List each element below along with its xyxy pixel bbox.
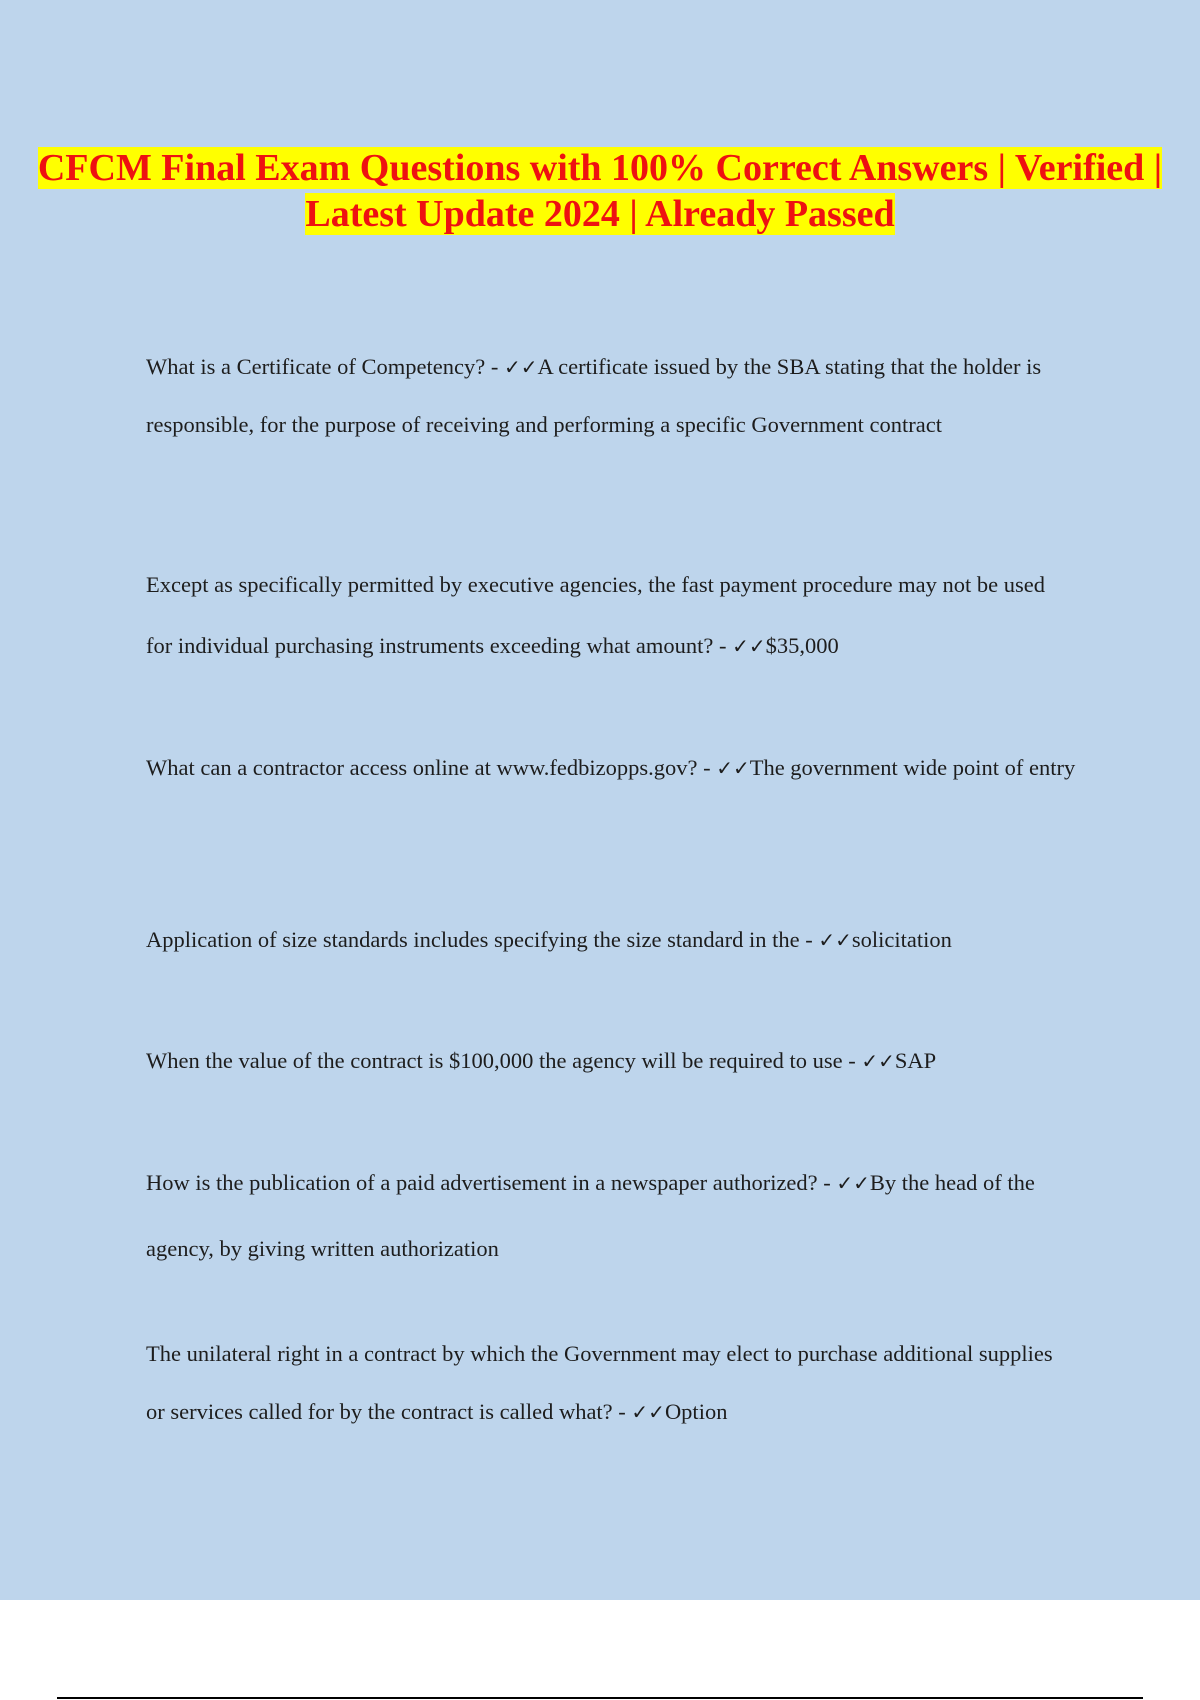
question-text: The unilateral right in a contract by which the Government may elect to purchase additional supplies or services called for by the contract is called what?	[146, 1341, 1053, 1424]
question-text: Application of size standards includes specifying the size standard in the	[146, 927, 800, 952]
qa-item-2	[146, 554, 1076, 677]
qa-item-5	[146, 1031, 1076, 1091]
separator: -	[697, 755, 717, 780]
question-text: What is a Certificate of Competency?	[146, 354, 486, 379]
document-title-text: CFCM Final Exam Questions with 100% Correct Answers | Verified | Latest Update 2024 | Already Passed	[37, 147, 1163, 235]
answer-text: A certificate issued by the SBA stating that the holder is responsible, for the purpose of receiving and performing a specific Government contract	[146, 354, 1042, 437]
question-text: Except as specifically permitted by executive agencies, the fast payment procedure may not be used for individual purchasing instruments exceeding what amount?	[146, 572, 1046, 658]
qa-item-3	[146, 735, 1076, 801]
answer-text: The government wide point of entry	[749, 755, 1076, 780]
footer-divider	[57, 1697, 1143, 1699]
check-icon: ✓✓	[631, 1400, 665, 1424]
check-icon: ✓✓	[716, 756, 750, 780]
qa-item-1	[146, 338, 1076, 453]
answer-text: $35,000	[765, 633, 839, 658]
answer-text: SAP	[894, 1048, 937, 1073]
question-text: When the value of the contract is $100,000 the agency will be required to use	[146, 1048, 843, 1073]
separator: -	[612, 1399, 632, 1424]
separator: -	[713, 633, 733, 658]
check-icon: ✓✓	[836, 1171, 870, 1195]
answer-text: Option	[664, 1399, 728, 1424]
check-icon: ✓✓	[818, 928, 852, 952]
question-text: What can a contractor access online at www.fedbizopps.gov?	[146, 755, 698, 780]
separator: -	[799, 927, 819, 952]
answer-text: solicitation	[851, 927, 952, 952]
qa-item-4	[146, 910, 1076, 970]
check-icon: ✓✓	[861, 1049, 895, 1073]
separator: -	[485, 354, 504, 379]
separator: -	[817, 1170, 837, 1195]
question-text: How is the publication of a paid advertisement in a newspaper authorized?	[146, 1170, 818, 1195]
qa-item-7	[146, 1325, 1076, 1441]
check-icon: ✓✓	[732, 634, 766, 658]
qa-item-6	[146, 1150, 1076, 1281]
answer-text: By the head of the agency, by giving written authorization	[146, 1170, 1035, 1261]
separator: -	[842, 1048, 862, 1073]
document-title	[0, 145, 1200, 237]
check-icon: ✓✓	[504, 355, 538, 379]
